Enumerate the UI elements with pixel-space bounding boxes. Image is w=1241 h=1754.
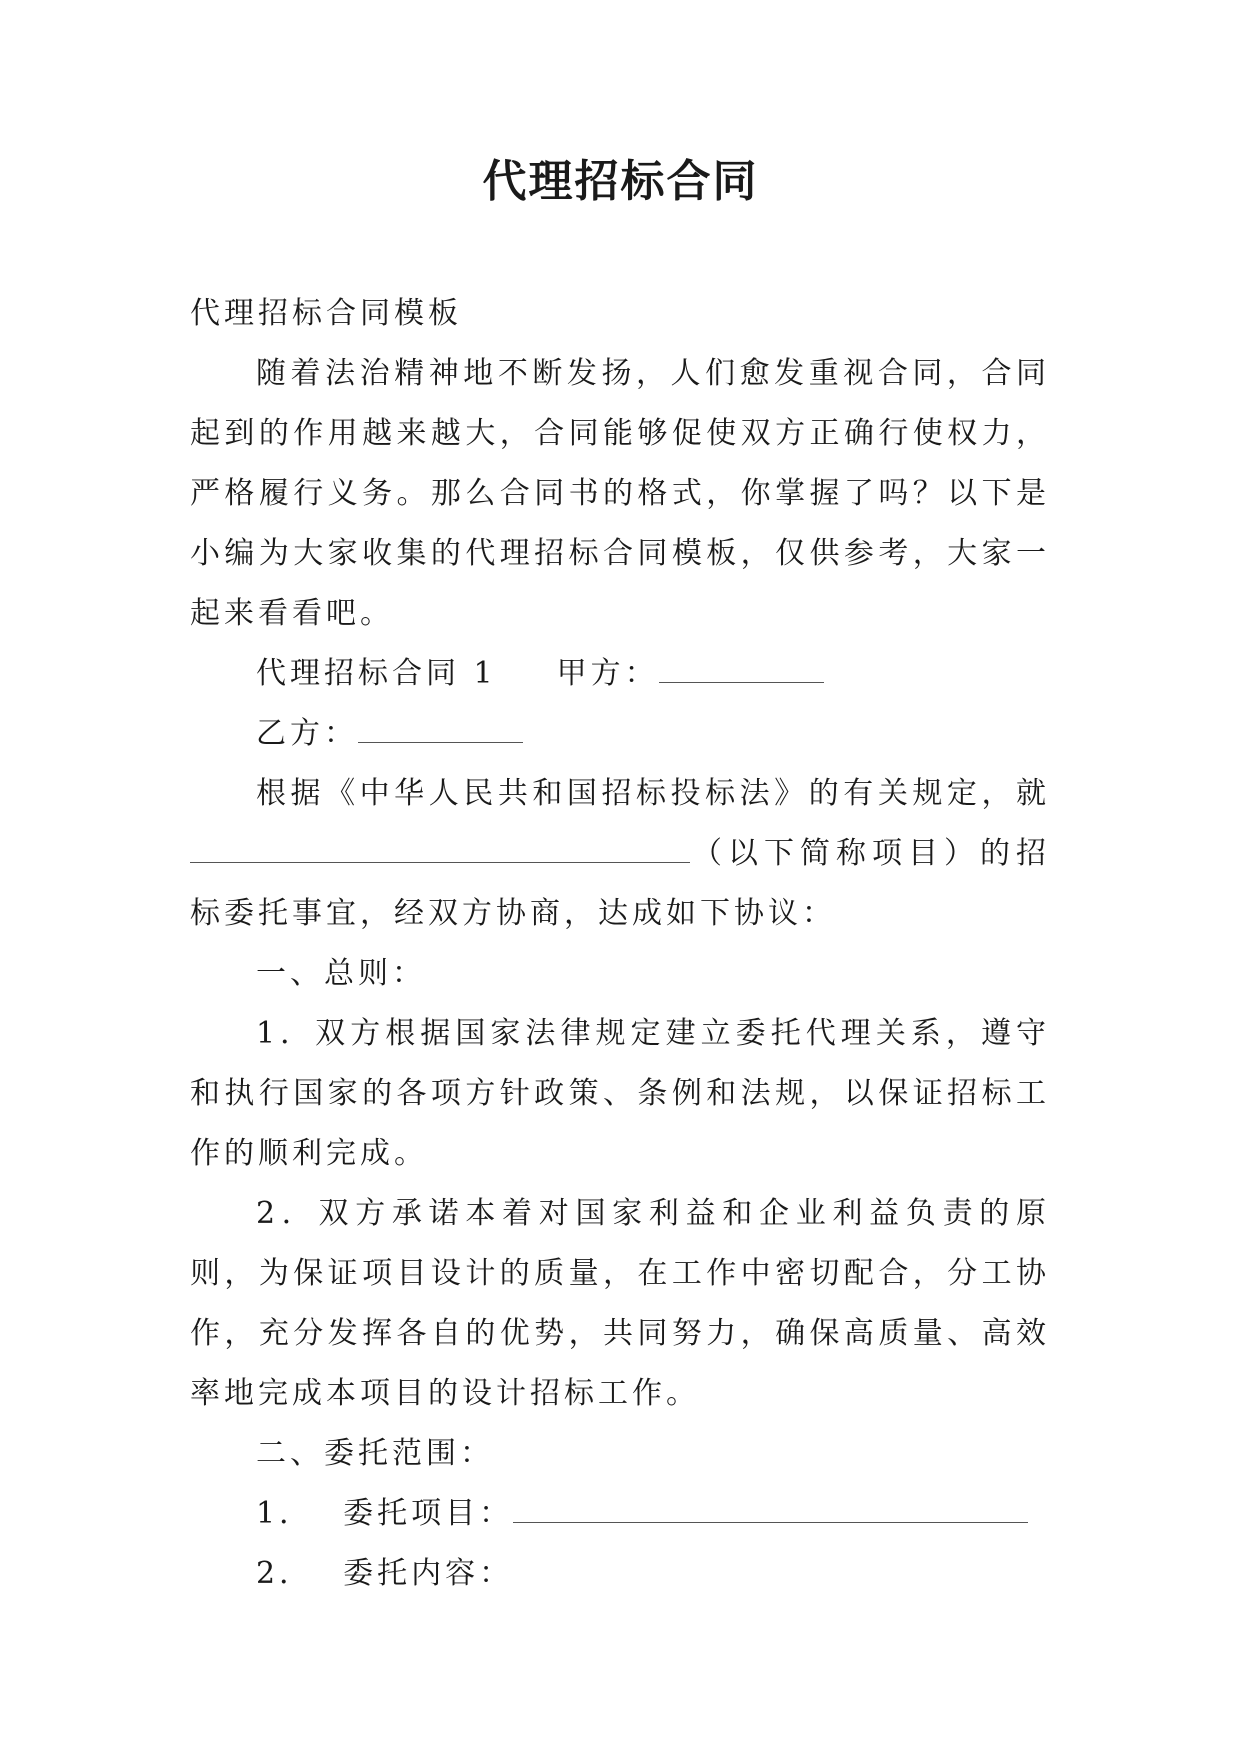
document-body: [190, 284, 1050, 1604]
party-b-blank: [358, 718, 523, 743]
item-2-2-number: 2．: [256, 1556, 314, 1591]
basis-paragraph: [190, 764, 1050, 944]
basis-end: （以下简称项目）的招标委托事宜，经双方协商，达成如下协议：: [190, 836, 1050, 931]
party-a-label: 甲方：: [556, 656, 659, 691]
item-2-2-label: 委托内容：: [343, 1556, 514, 1591]
basis-start: 根据《中华人民共和国招标投标法》的有关规定，就: [256, 776, 1050, 811]
party-a-blank: [659, 658, 824, 683]
document-subtitle: 代理招标合同模板: [190, 296, 462, 331]
contract-heading: 代理招标合同 1: [256, 656, 497, 691]
intro-paragraph: 随着法治精神地不断发扬，人们愈发重视合同，合同起到的作用越来越大，合同能够促使双方正确行使权力，严格履行义务。那么合同书的格式，你掌握了吗？以下是小编为大家收集的代理招标合同模板，仅供参考，大家一起来看看吧。: [190, 356, 1050, 631]
party-b-label: 乙方：: [256, 716, 358, 751]
project-name-blank: [190, 838, 690, 863]
clause-1-1: 1．双方根据国家法律规定建立委托代理关系，遵守和执行国家的各项方针政策、条例和法规，以保证招标工作的顺利完成。: [190, 1016, 1050, 1171]
entrusted-project-blank: [513, 1498, 1028, 1523]
party-b-line: [190, 704, 1050, 764]
item-2-2: [190, 1544, 1050, 1604]
contract-heading-line: [190, 644, 1050, 704]
section1-heading: 一、总则：: [256, 956, 426, 991]
item-2-1-label: 委托项目：: [343, 1496, 514, 1531]
document-title: 代理招标合同: [482, 156, 759, 207]
clause-1-2: 2．双方承诺本着对国家利益和企业利益负责的原则，为保证项目设计的质量，在工作中密切配合，分工协作，充分发挥各自的优势，共同努力，确保高质量、高效率地完成本项目的设计招标工作。: [190, 1196, 1050, 1411]
item-2-1: [190, 1484, 1050, 1544]
item-2-1-number: 1．: [256, 1496, 314, 1531]
section2-heading: 二、委托范围：: [256, 1436, 494, 1471]
